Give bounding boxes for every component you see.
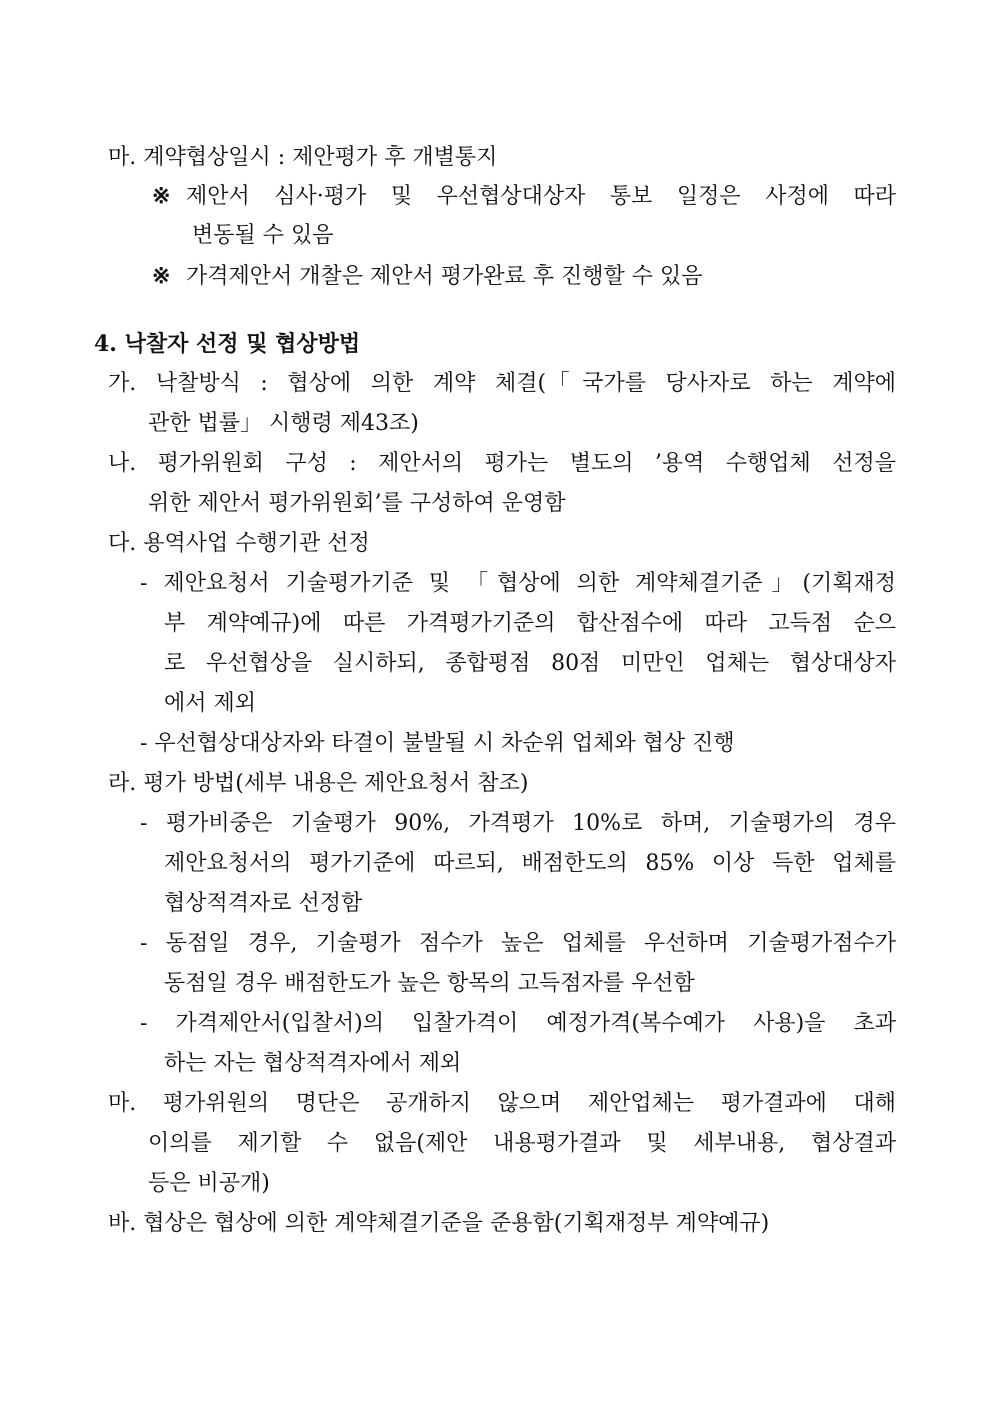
note-text: 가격제안서 개찰은 제안서 평가완료 후 진행할 수 있음 [186, 264, 703, 289]
item-da: 다. 용역사업 수행기관 선정 [108, 531, 370, 556]
contract-negotiation-date: 마. 계약협상일시 : 제안평가 후 개별통지 [108, 145, 498, 170]
note-text: 제안서 심사·평가 및 우선협상대상자 통보 일정은 사정에 따라 [186, 184, 896, 209]
note-schedule-change [152, 182, 896, 211]
item-da-bullet-1-continued: 에서 제외 [164, 691, 257, 716]
item-ma-continued: 이의를 제기할 수 없음(제안 내용평가결과 및 세부내용, 협상결과 [148, 1131, 896, 1156]
item-ra-bullet-2-continued: 동점일 경우 배점한도가 높은 항목의 고득점자를 우선함 [164, 971, 695, 996]
item-ra-bullet-1: - 평가비중은 기술평가 90%, 가격평가 10%로 하며, 기술평가의 경우 [140, 811, 896, 836]
item-ra-bullet-3: - 가격제안서(입찰서)의 입찰가격이 예정가격(복수예가 사용)을 초과 [140, 1011, 896, 1036]
item-ga: 가. 낙찰방식 : 협상에 의한 계약 체결(「국가를 당사자로 하는 계약에 [108, 371, 896, 396]
item-da-bullet-1-continued: 로 우선협상을 실시하되, 종합평점 80점 미만인 업체는 협상대상자 [164, 651, 896, 676]
item-ra-bullet-2: - 동점일 경우, 기술평가 점수가 높은 업체를 우선하며 기술평가점수가 [140, 931, 896, 956]
item-ra-bullet-3-continued: 하는 자는 협상적격자에서 제외 [164, 1051, 462, 1076]
item-da-bullet-2: - 우선협상대상자와 타결이 불발될 시 차순위 업체와 협상 진행 [140, 731, 735, 756]
section-heading: 4. 낙찰자 선정 및 협상방법 [94, 331, 361, 357]
item-na: 나. 평가위원회 구성 : 제안서의 평가는 별도의 ’용역 수행업체 선정을 [108, 451, 896, 476]
item-ma: 마. 평가위원의 명단은 공개하지 않으며 제안업체는 평가결과에 대해 [108, 1091, 896, 1116]
item-na-continued: 위한 제안서 평가위원회’를 구성하여 운영함 [148, 491, 566, 516]
reference-mark-icon: ※ [152, 183, 171, 209]
item-ma-continued: 등은 비공개) [148, 1171, 270, 1196]
item-da-bullet-1: - 제안요청서 기술평가기준 및 「협상에 의한 계약체결기준」(기획재정 [140, 571, 896, 596]
note-text-continued: 변동될 수 있음 [192, 223, 334, 248]
item-da-bullet-1-continued: 부 계약예규)에 따른 가격평가기준의 합산점수에 따라 고득점 순으 [164, 611, 896, 636]
item-ra-bullet-1-continued: 제안요청서의 평가기준에 따르되, 배점한도의 85% 이상 득한 업체를 [164, 851, 896, 876]
item-ga-continued: 관한 법률」 시행령 제43조) [148, 411, 419, 436]
item-ba: 바. 협상은 협상에 의한 계약체결기준을 준용함(기획재정부 계약예규) [108, 1211, 770, 1236]
item-ra: 라. 평가 방법(세부 내용은 제안요청서 참조) [108, 771, 529, 796]
item-ra-bullet-1-continued: 협상적격자로 선정함 [164, 891, 363, 916]
reference-mark-icon: ※ [152, 263, 171, 289]
note-price-opening [152, 262, 703, 291]
